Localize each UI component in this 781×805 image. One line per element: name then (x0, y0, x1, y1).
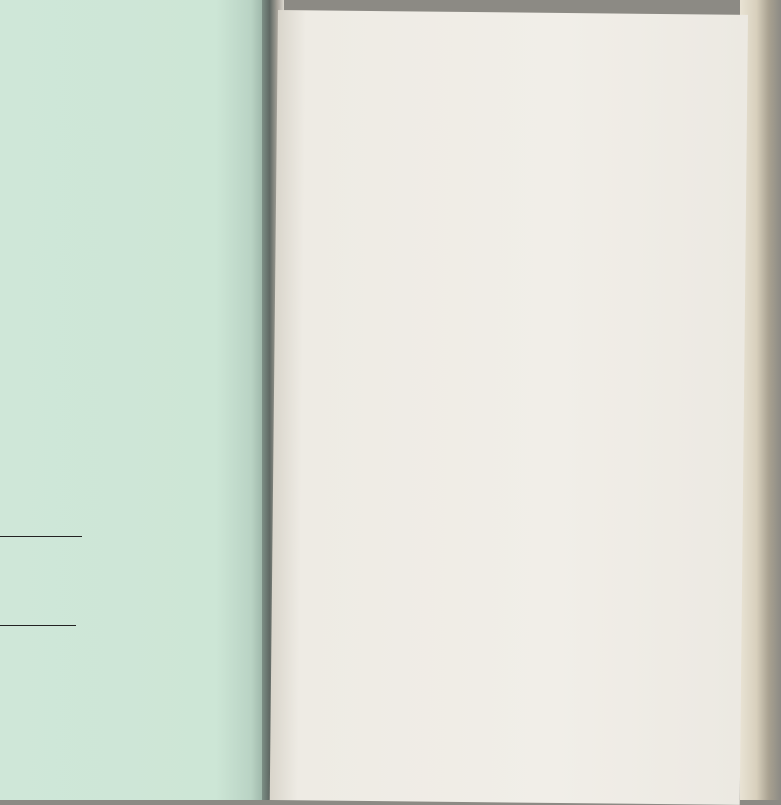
composer-list (122, 30, 270, 56)
right-page (270, 10, 748, 805)
left-page (0, 0, 270, 800)
classified-index (295, 121, 707, 125)
divider-rule (0, 536, 82, 537)
divider-rule (0, 625, 76, 626)
